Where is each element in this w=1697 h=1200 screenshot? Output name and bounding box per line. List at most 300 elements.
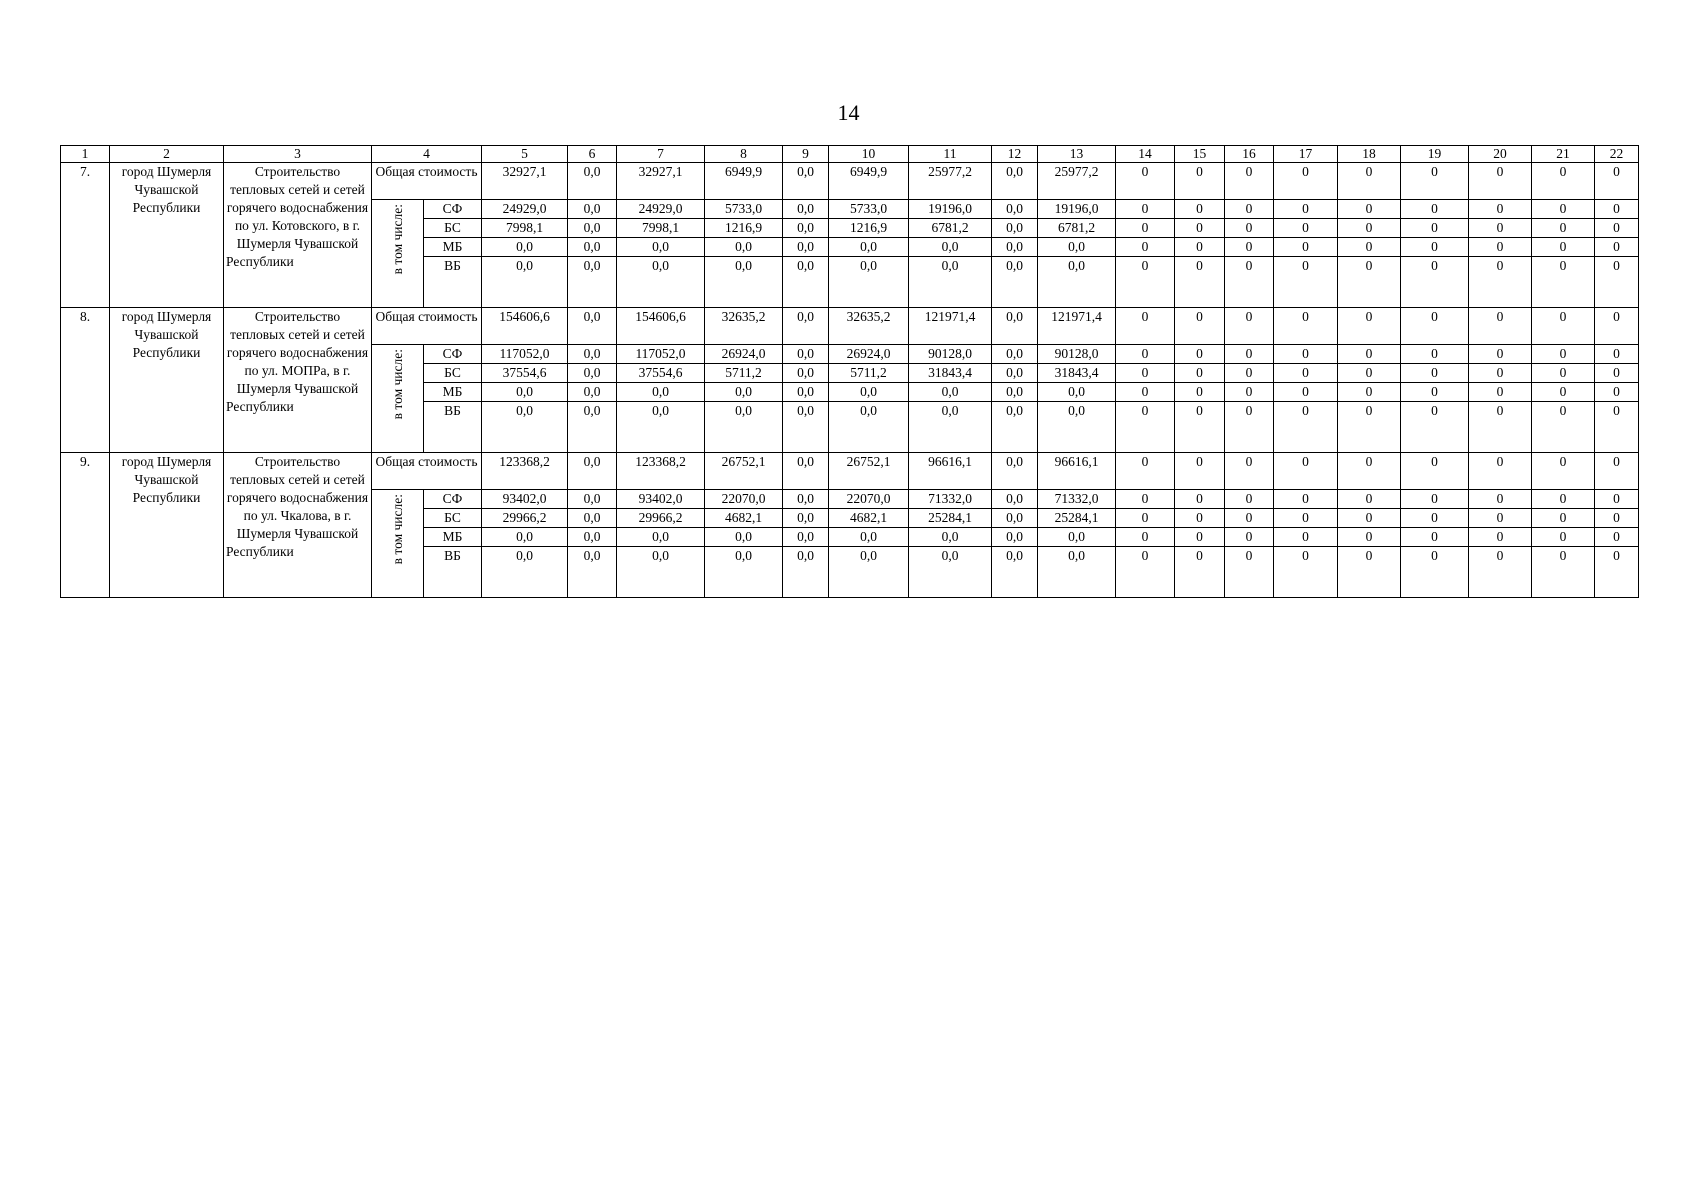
funding-source-code: МБ: [424, 383, 482, 402]
source-value-cell: 90128,0: [909, 345, 992, 364]
municipality-name: город Шумерля Чувашской Республики: [110, 308, 224, 453]
source-value-cell: 0,0: [617, 402, 705, 453]
source-value-cell: 0,0: [568, 345, 617, 364]
source-value-cell: 0: [1595, 528, 1639, 547]
total-value-cell: 32635,2: [829, 308, 909, 345]
source-value-cell: 0,0: [909, 238, 992, 257]
funding-source-code: МБ: [424, 528, 482, 547]
total-value-cell: 32635,2: [705, 308, 783, 345]
source-value-cell: 0,0: [992, 528, 1038, 547]
source-value-cell: 0: [1595, 490, 1639, 509]
page-number: 14: [837, 100, 860, 125]
source-value-cell: 0,0: [783, 490, 829, 509]
source-value-cell: 24929,0: [617, 200, 705, 219]
source-value-cell: 0: [1401, 257, 1469, 308]
source-value-cell: 0,0: [705, 402, 783, 453]
header-row: [61, 146, 1639, 163]
funding-source-code: БС: [424, 364, 482, 383]
source-value-cell: 0,0: [482, 257, 568, 308]
source-value-cell: 90128,0: [1038, 345, 1116, 364]
source-value-cell: 0,0: [568, 509, 617, 528]
source-value-cell: 0,0: [829, 528, 909, 547]
total-value-cell: 26752,1: [705, 453, 783, 490]
source-value-cell: 1216,9: [829, 219, 909, 238]
column-number-header: 8: [705, 146, 783, 163]
source-value-cell: 0: [1532, 219, 1595, 238]
source-value-cell: 0,0: [568, 402, 617, 453]
total-value-cell: 0: [1338, 163, 1401, 200]
source-value-cell: 37554,6: [482, 364, 568, 383]
column-number-header: 7: [617, 146, 705, 163]
source-value-cell: 0,0: [482, 238, 568, 257]
source-value-cell: 0,0: [909, 547, 992, 598]
source-value-cell: 0,0: [482, 528, 568, 547]
funding-source-code: БС: [424, 509, 482, 528]
total-value-cell: 0: [1116, 453, 1175, 490]
source-value-cell: 31843,4: [1038, 364, 1116, 383]
table-row: [61, 308, 1639, 345]
source-value-cell: 0: [1274, 528, 1338, 547]
source-value-cell: 0,0: [705, 238, 783, 257]
source-value-cell: 5711,2: [829, 364, 909, 383]
source-value-cell: 0: [1225, 345, 1274, 364]
source-value-cell: 0: [1532, 509, 1595, 528]
source-value-cell: 0,0: [992, 383, 1038, 402]
column-number-header: 18: [1338, 146, 1401, 163]
source-value-cell: 0: [1116, 402, 1175, 453]
source-value-cell: 0: [1532, 547, 1595, 598]
total-value-cell: 0: [1532, 308, 1595, 345]
source-value-cell: 0: [1595, 219, 1639, 238]
source-value-cell: 0: [1225, 383, 1274, 402]
source-value-cell: 5733,0: [705, 200, 783, 219]
column-number-header: 21: [1532, 146, 1595, 163]
source-value-cell: 0,0: [992, 219, 1038, 238]
source-value-cell: 117052,0: [617, 345, 705, 364]
source-value-cell: 0: [1469, 345, 1532, 364]
source-value-cell: 0: [1225, 238, 1274, 257]
source-value-cell: 0,0: [1038, 257, 1116, 308]
total-value-cell: 25977,2: [909, 163, 992, 200]
source-value-cell: 0: [1225, 547, 1274, 598]
source-value-cell: 0: [1274, 257, 1338, 308]
source-value-cell: 0,0: [783, 383, 829, 402]
source-value-cell: 0: [1401, 509, 1469, 528]
source-value-cell: 0: [1595, 402, 1639, 453]
source-value-cell: 0,0: [568, 200, 617, 219]
column-number-header: 15: [1175, 146, 1225, 163]
source-value-cell: 0: [1595, 345, 1639, 364]
source-value-cell: 0: [1338, 364, 1401, 383]
source-value-cell: 0,0: [909, 528, 992, 547]
total-value-cell: 0: [1274, 308, 1338, 345]
source-value-cell: 0: [1225, 364, 1274, 383]
column-number-header: 6: [568, 146, 617, 163]
source-value-cell: 26924,0: [829, 345, 909, 364]
row-number: 8.: [61, 308, 110, 453]
source-value-cell: 0,0: [482, 402, 568, 453]
source-value-cell: 0: [1469, 238, 1532, 257]
source-value-cell: 0,0: [617, 528, 705, 547]
source-value-cell: 0: [1338, 547, 1401, 598]
source-value-cell: 0,0: [1038, 238, 1116, 257]
source-value-cell: 0: [1175, 257, 1225, 308]
total-value-cell: 6949,9: [705, 163, 783, 200]
total-value-cell: 25977,2: [1038, 163, 1116, 200]
source-value-cell: 0: [1274, 238, 1338, 257]
total-value-cell: 0: [1274, 453, 1338, 490]
source-value-cell: 0: [1175, 238, 1225, 257]
source-value-cell: 0: [1116, 238, 1175, 257]
source-value-cell: 0: [1401, 402, 1469, 453]
total-value-cell: 0: [1401, 453, 1469, 490]
total-value-cell: 0: [1175, 163, 1225, 200]
source-value-cell: 0: [1116, 528, 1175, 547]
total-value-cell: 0: [1175, 308, 1225, 345]
source-value-cell: 0: [1116, 364, 1175, 383]
source-value-cell: 0: [1175, 509, 1225, 528]
source-value-cell: 0: [1532, 200, 1595, 219]
source-value-cell: 0,0: [1038, 402, 1116, 453]
source-value-cell: 0,0: [568, 238, 617, 257]
object-description: Строительство тепловых сетей и сетей горячего водоснабжения по ул. Котовского, в г. Шумерля Чувашской Республики: [224, 163, 372, 308]
source-value-cell: 7998,1: [617, 219, 705, 238]
source-value-cell: 0,0: [992, 200, 1038, 219]
source-value-cell: 0: [1401, 547, 1469, 598]
total-value-cell: 0,0: [783, 163, 829, 200]
source-value-cell: 0,0: [992, 490, 1038, 509]
funding-source-code: ВБ: [424, 402, 482, 453]
source-value-cell: 0,0: [829, 383, 909, 402]
total-value-cell: 0: [1225, 308, 1274, 345]
source-value-cell: 0: [1175, 490, 1225, 509]
total-value-cell: 121971,4: [1038, 308, 1116, 345]
source-value-cell: 0,0: [783, 528, 829, 547]
source-value-cell: 0,0: [705, 257, 783, 308]
source-value-cell: 0,0: [783, 402, 829, 453]
in-total-vertical-label: [372, 490, 424, 598]
source-value-cell: 0,0: [568, 547, 617, 598]
funding-source-code: ВБ: [424, 547, 482, 598]
source-value-cell: 0: [1274, 219, 1338, 238]
source-value-cell: 0: [1469, 257, 1532, 308]
source-value-cell: 0: [1595, 509, 1639, 528]
source-value-cell: 0: [1338, 200, 1401, 219]
column-number-header: 19: [1401, 146, 1469, 163]
source-value-cell: 0: [1469, 200, 1532, 219]
column-number-header: 11: [909, 146, 992, 163]
source-value-cell: 0: [1401, 490, 1469, 509]
source-value-cell: 25284,1: [909, 509, 992, 528]
source-value-cell: 0,0: [783, 364, 829, 383]
source-value-cell: 0: [1469, 402, 1532, 453]
total-value-cell: 0: [1595, 453, 1639, 490]
in-total-vertical-label: [372, 200, 424, 308]
source-value-cell: 93402,0: [617, 490, 705, 509]
in-total-label-text: в том числе:: [389, 204, 405, 275]
source-value-cell: 0,0: [992, 238, 1038, 257]
source-value-cell: 0: [1595, 257, 1639, 308]
source-value-cell: 0,0: [909, 383, 992, 402]
source-value-cell: 6781,2: [909, 219, 992, 238]
source-value-cell: 22070,0: [705, 490, 783, 509]
source-value-cell: 71332,0: [1038, 490, 1116, 509]
source-value-cell: 0,0: [829, 402, 909, 453]
in-total-label-text: в том числе:: [389, 349, 405, 420]
source-value-cell: 0,0: [617, 257, 705, 308]
source-value-cell: 0,0: [992, 402, 1038, 453]
source-value-cell: 19196,0: [1038, 200, 1116, 219]
total-cost-label: Общая стоимость: [372, 308, 482, 345]
source-value-cell: 0,0: [829, 257, 909, 308]
source-value-cell: 0,0: [617, 238, 705, 257]
total-value-cell: 0: [1595, 163, 1639, 200]
source-value-cell: 0: [1175, 345, 1225, 364]
source-value-cell: 0: [1595, 200, 1639, 219]
source-value-cell: 0: [1401, 219, 1469, 238]
source-value-cell: 5711,2: [705, 364, 783, 383]
column-number-header: 16: [1225, 146, 1274, 163]
source-value-cell: 0: [1469, 509, 1532, 528]
row-number: 7.: [61, 163, 110, 308]
total-value-cell: 0: [1175, 453, 1225, 490]
total-value-cell: 0: [1116, 163, 1175, 200]
total-value-cell: 154606,6: [617, 308, 705, 345]
source-value-cell: 0: [1338, 219, 1401, 238]
source-value-cell: 0,0: [482, 547, 568, 598]
total-value-cell: 0,0: [568, 163, 617, 200]
source-value-cell: 0: [1116, 547, 1175, 598]
total-value-cell: 96616,1: [909, 453, 992, 490]
source-value-cell: 25284,1: [1038, 509, 1116, 528]
source-value-cell: 0: [1469, 547, 1532, 598]
source-value-cell: 0: [1175, 383, 1225, 402]
source-value-cell: 0: [1338, 383, 1401, 402]
source-value-cell: 0: [1469, 528, 1532, 547]
total-value-cell: 0,0: [992, 453, 1038, 490]
column-number-header: 10: [829, 146, 909, 163]
source-value-cell: 0: [1175, 547, 1225, 598]
source-value-cell: 0,0: [783, 219, 829, 238]
source-value-cell: 5733,0: [829, 200, 909, 219]
total-cost-label: Общая стоимость: [372, 163, 482, 200]
column-number-header: 17: [1274, 146, 1338, 163]
row-number: 9.: [61, 453, 110, 598]
source-value-cell: 0: [1225, 490, 1274, 509]
funding-table: [60, 145, 1639, 598]
table-row: [61, 163, 1639, 200]
source-value-cell: 0: [1274, 509, 1338, 528]
source-value-cell: 0,0: [1038, 547, 1116, 598]
funding-source-code: БС: [424, 219, 482, 238]
total-value-cell: 0: [1532, 453, 1595, 490]
source-value-cell: 0: [1274, 383, 1338, 402]
source-value-cell: 0: [1225, 509, 1274, 528]
in-total-vertical-label: [372, 345, 424, 453]
source-value-cell: 0: [1532, 402, 1595, 453]
source-value-cell: 0: [1116, 345, 1175, 364]
funding-source-code: СФ: [424, 490, 482, 509]
source-value-cell: 0: [1469, 383, 1532, 402]
source-value-cell: 0,0: [1038, 528, 1116, 547]
table-row: [61, 453, 1639, 490]
source-value-cell: 7998,1: [482, 219, 568, 238]
source-value-cell: 0: [1595, 547, 1639, 598]
source-value-cell: 0,0: [783, 509, 829, 528]
source-value-cell: 0,0: [783, 200, 829, 219]
source-value-cell: 0,0: [568, 364, 617, 383]
source-value-cell: 0: [1401, 364, 1469, 383]
source-value-cell: 0: [1338, 402, 1401, 453]
source-value-cell: 6781,2: [1038, 219, 1116, 238]
column-number-header: 4: [372, 146, 482, 163]
source-value-cell: 0: [1338, 345, 1401, 364]
object-description: Строительство тепловых сетей и сетей горячего водоснабжения по ул. Чкалова, в г. Шумерля Чувашской Республики: [224, 453, 372, 598]
funding-source-code: СФ: [424, 345, 482, 364]
source-value-cell: 0: [1338, 528, 1401, 547]
source-value-cell: 0: [1175, 364, 1225, 383]
column-number-header: 3: [224, 146, 372, 163]
source-value-cell: 0,0: [992, 509, 1038, 528]
source-value-cell: 24929,0: [482, 200, 568, 219]
source-value-cell: 0: [1338, 238, 1401, 257]
source-value-cell: 0,0: [909, 402, 992, 453]
funding-source-code: МБ: [424, 238, 482, 257]
total-value-cell: 0: [1469, 453, 1532, 490]
in-total-label-text: в том числе:: [389, 494, 405, 565]
source-value-cell: 0: [1401, 528, 1469, 547]
total-value-cell: 0: [1338, 453, 1401, 490]
source-value-cell: 4682,1: [829, 509, 909, 528]
column-number-header: 12: [992, 146, 1038, 163]
total-value-cell: 0: [1225, 453, 1274, 490]
source-value-cell: 0,0: [909, 257, 992, 308]
total-value-cell: 0: [1274, 163, 1338, 200]
source-value-cell: 0,0: [705, 383, 783, 402]
column-number-header: 20: [1469, 146, 1532, 163]
total-value-cell: 0: [1532, 163, 1595, 200]
source-value-cell: 0: [1274, 490, 1338, 509]
source-value-cell: 29966,2: [617, 509, 705, 528]
source-value-cell: 0,0: [992, 345, 1038, 364]
source-value-cell: 0: [1116, 490, 1175, 509]
source-value-cell: 0,0: [705, 528, 783, 547]
source-value-cell: 0: [1338, 490, 1401, 509]
source-value-cell: 0,0: [992, 364, 1038, 383]
column-number-header: 9: [783, 146, 829, 163]
funding-source-code: СФ: [424, 200, 482, 219]
source-value-cell: 0: [1401, 345, 1469, 364]
source-value-cell: 0,0: [617, 547, 705, 598]
total-value-cell: 0: [1401, 163, 1469, 200]
source-value-cell: 0: [1116, 200, 1175, 219]
municipality-name: город Шумерля Чувашской Республики: [110, 163, 224, 308]
source-value-cell: 0,0: [783, 257, 829, 308]
column-number-header: 5: [482, 146, 568, 163]
total-value-cell: 0,0: [568, 453, 617, 490]
total-value-cell: 121971,4: [909, 308, 992, 345]
total-value-cell: 6949,9: [829, 163, 909, 200]
total-value-cell: 0: [1469, 308, 1532, 345]
source-value-cell: 0: [1274, 364, 1338, 383]
source-value-cell: 0: [1274, 345, 1338, 364]
source-value-cell: 0,0: [992, 547, 1038, 598]
source-value-cell: 0,0: [568, 219, 617, 238]
source-value-cell: 0: [1225, 219, 1274, 238]
total-value-cell: 0: [1225, 163, 1274, 200]
column-number-header: 1: [61, 146, 110, 163]
source-value-cell: 0: [1532, 345, 1595, 364]
source-value-cell: 1216,9: [705, 219, 783, 238]
column-number-header: 13: [1038, 146, 1116, 163]
source-value-cell: 0,0: [783, 238, 829, 257]
source-value-cell: 0: [1338, 509, 1401, 528]
source-value-cell: 19196,0: [909, 200, 992, 219]
total-value-cell: 96616,1: [1038, 453, 1116, 490]
source-value-cell: 37554,6: [617, 364, 705, 383]
source-value-cell: 0: [1532, 528, 1595, 547]
total-value-cell: 0: [1469, 163, 1532, 200]
total-value-cell: 0,0: [783, 308, 829, 345]
source-value-cell: 0,0: [783, 345, 829, 364]
source-value-cell: 93402,0: [482, 490, 568, 509]
source-value-cell: 0,0: [568, 490, 617, 509]
total-value-cell: 0,0: [783, 453, 829, 490]
source-value-cell: 0: [1532, 238, 1595, 257]
source-value-cell: 0,0: [617, 383, 705, 402]
source-value-cell: 0: [1116, 219, 1175, 238]
source-value-cell: 0,0: [992, 257, 1038, 308]
total-value-cell: 0: [1401, 308, 1469, 345]
source-value-cell: 0,0: [783, 547, 829, 598]
source-value-cell: 31843,4: [909, 364, 992, 383]
source-value-cell: 26924,0: [705, 345, 783, 364]
source-value-cell: 0: [1225, 528, 1274, 547]
source-value-cell: 0,0: [829, 238, 909, 257]
source-value-cell: 0,0: [705, 547, 783, 598]
total-value-cell: 0: [1116, 308, 1175, 345]
total-value-cell: 154606,6: [482, 308, 568, 345]
source-value-cell: 0: [1469, 364, 1532, 383]
source-value-cell: 0: [1401, 383, 1469, 402]
source-value-cell: 117052,0: [482, 345, 568, 364]
source-value-cell: 22070,0: [829, 490, 909, 509]
source-value-cell: 0: [1532, 364, 1595, 383]
source-value-cell: 0: [1116, 509, 1175, 528]
source-value-cell: 0: [1175, 219, 1225, 238]
total-value-cell: 123368,2: [617, 453, 705, 490]
source-value-cell: 0: [1225, 402, 1274, 453]
source-value-cell: 0: [1469, 219, 1532, 238]
source-value-cell: 29966,2: [482, 509, 568, 528]
source-value-cell: 0: [1532, 490, 1595, 509]
total-value-cell: 32927,1: [617, 163, 705, 200]
source-value-cell: 0: [1175, 402, 1225, 453]
source-value-cell: 0,0: [568, 257, 617, 308]
source-value-cell: 0,0: [568, 528, 617, 547]
total-value-cell: 0,0: [568, 308, 617, 345]
source-value-cell: 0: [1595, 238, 1639, 257]
source-value-cell: 0: [1595, 364, 1639, 383]
source-value-cell: 0: [1274, 547, 1338, 598]
source-value-cell: 0: [1175, 528, 1225, 547]
total-value-cell: 26752,1: [829, 453, 909, 490]
source-value-cell: 0: [1338, 257, 1401, 308]
source-value-cell: 0: [1274, 402, 1338, 453]
column-number-header: 14: [1116, 146, 1175, 163]
source-value-cell: 71332,0: [909, 490, 992, 509]
source-value-cell: 0: [1532, 383, 1595, 402]
